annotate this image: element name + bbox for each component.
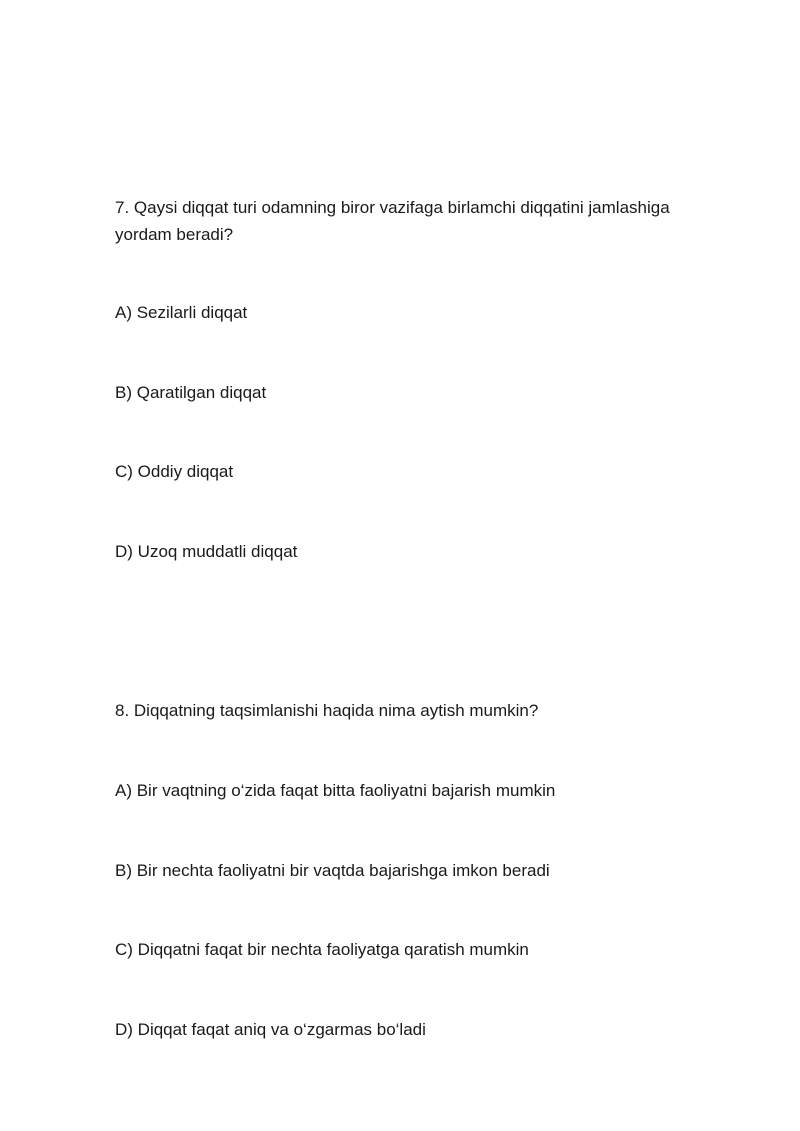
question-8-option-a: A) Bir vaqtning o‘zida faqat bitta faoliyatni bajarish mumkin (115, 781, 556, 800)
question-8-option-c: C) Diqqatni faqat bir nechta faoliyatga qaratish mumkin (115, 940, 529, 959)
question-8-text: 8. Diqqatning taqsimlanishi haqida nima aytish mumkin? (115, 701, 539, 720)
question-7-option-b: B) Qaratilgan diqqat (115, 383, 267, 402)
question-7-text-line-1: 7. Qaysi diqqat turi odamning biror vazifaga birlamchi diqqatini jamlashiga (115, 198, 670, 217)
question-8-option-d: D) Diqqat faqat aniq va o‘zgarmas bo‘ladi (115, 1020, 426, 1039)
question-7-option-a: A) Sezilarli diqqat (115, 303, 248, 322)
question-8-option-b: B) Bir nechta faoliyatni bir vaqtda bajarishga imkon beradi (115, 861, 550, 880)
question-7-text-line-2: yordam beradi? (115, 225, 234, 244)
question-7-option-c: C) Oddiy diqqat (115, 462, 234, 481)
question-7-option-d: D) Uzoq muddatli diqqat (115, 542, 298, 561)
